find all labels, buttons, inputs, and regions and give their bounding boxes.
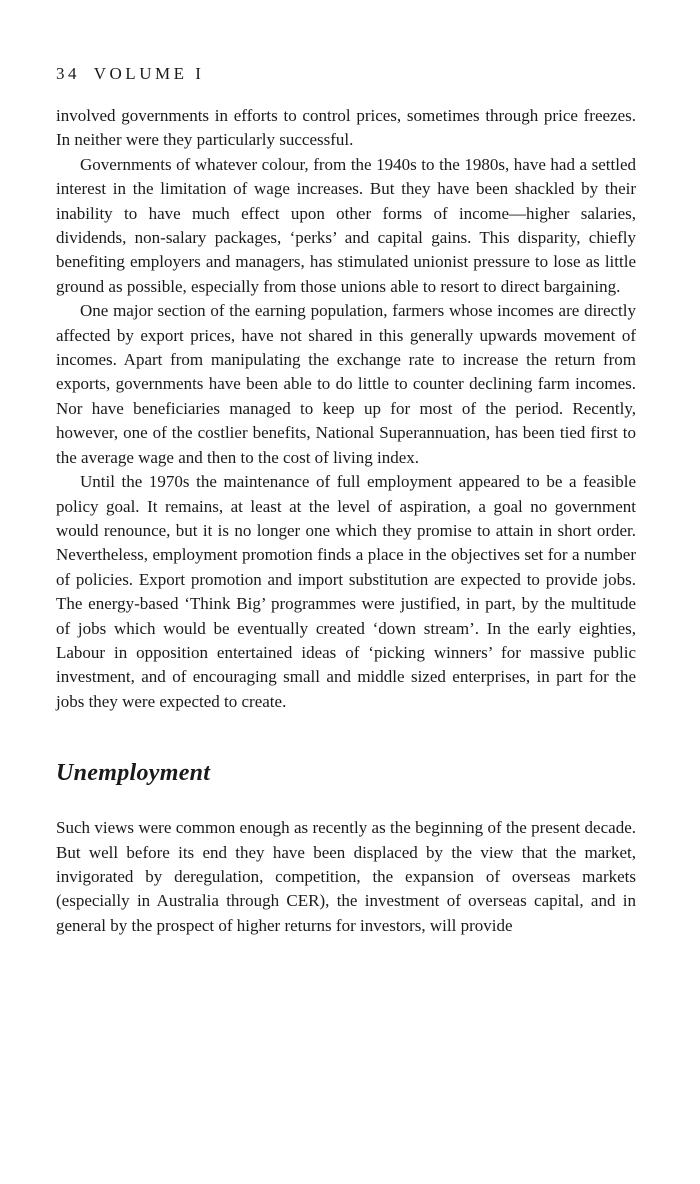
- paragraph-wage-limitation: Governments of whatever colour, from the 1940s to the 1980s, have had a settled interest in the limitation of wage increases. But they have been shackled by their inability to have much effect upon other forms of income—higher salaries, dividends, non-salary packages, ‘perks’ and capital gains. This disparity, chiefly benefiting employers and managers, has stimulated unionist pressure to lose as little ground as possible, especially from those unions able to resort to direct bargaining.: [56, 154, 636, 296]
- page-number: 34: [56, 64, 80, 83]
- paragraph-farmer-incomes: One major section of the earning population, farmers whose incomes are directly affected by export prices, have not shared in this generally upwards movement of incomes. Apart from manipulating the exchange rate to increase the return from exports, governments have been able to do little to counter declining farm incomes. Nor have beneficiaries managed to keep up for most of the period. Recently, however, one of the costlier benefits, National Superannuation, has been tied first to the average wage and then to the cost of living index.: [56, 301, 636, 467]
- paragraph-full-employment: Until the 1970s the maintenance of full employment appeared to be a feasible policy goal. It remains, at least at the level of aspiration, a goal no government would renounce, but it is no longer one which they promise to attain in short order. Nevertheless, employment promotion finds a place in the objectives set for a number of policies. Export promotion and import substitution are expected to provide jobs. The energy-based ‘Think Big’ programmes were justified, in part, by the multitude of jobs which would be eventually created ‘down stream’. In the early eighties, Labour in opposition entertained ideas of ‘picking winners’ for massive public investment, and of encouraging small and middle sized enterprises, in part for the jobs they were expected to create.: [56, 472, 636, 711]
- paragraph-unemployment-intro: Such views were common enough as recently as the beginning of the present decade. But well before its end they have been displaced by the view that the market, invigorated by deregulation, competition, the expansion of overseas markets (especially in Australia through CER), the investment of overseas capital, and in general by the prospect of higher returns for investors, will provide: [56, 818, 636, 935]
- running-head: [56, 62, 636, 86]
- running-head-title: VOLUME I: [93, 64, 205, 83]
- book-page: [56, 62, 636, 938]
- paragraph-continued: involved governments in efforts to control prices, sometimes through price freezes. In neither were they particularly successful.: [56, 106, 636, 150]
- section-heading: Unemployment: [56, 760, 211, 787]
